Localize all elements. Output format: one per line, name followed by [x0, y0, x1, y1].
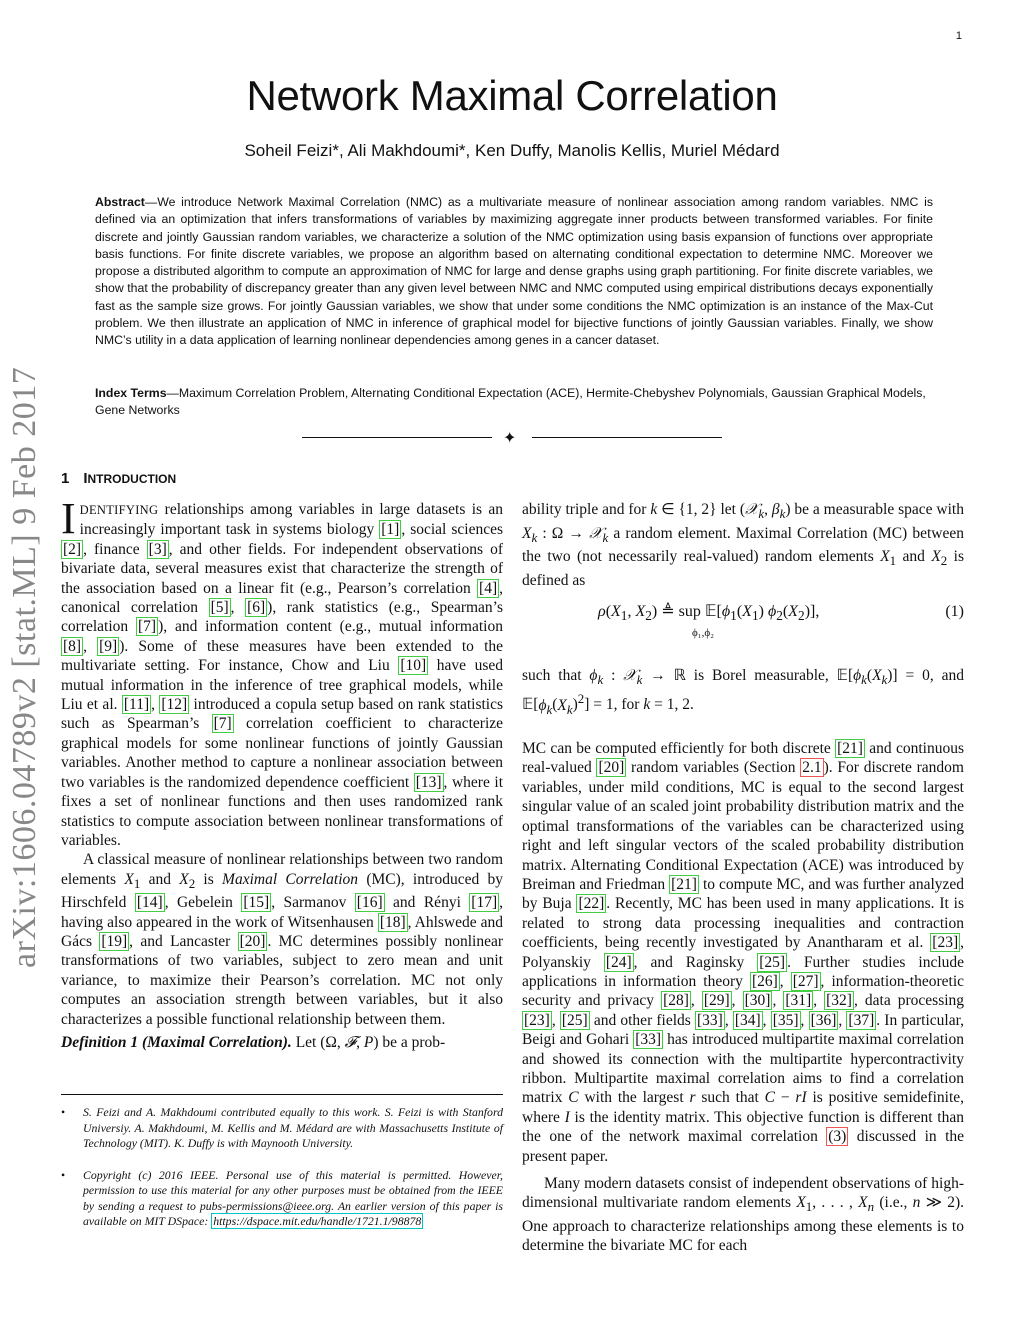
divider-line-left [302, 437, 492, 438]
citation-link[interactable]: [16] [356, 894, 383, 912]
footnote-bullet: • [61, 1167, 66, 1182]
citation-link[interactable]: [36] [810, 1011, 837, 1029]
footnotes [61, 1094, 503, 1246]
citation-link[interactable]: [25] [561, 1011, 588, 1029]
citation-link[interactable]: [35] [772, 1011, 799, 1029]
abstract-label: Abstract [95, 195, 145, 209]
equation-1-body: $\rho(X_1$, $X_2$) ≜ sup $𝔼[\phi_1(X_1)$ $\phi_2(X_2)$], [598, 602, 820, 624]
page-number: 1 [955, 30, 962, 42]
citation-link[interactable]: 2.1 [802, 759, 822, 777]
citation-link[interactable]: [12] [161, 696, 188, 714]
citation-link[interactable]: [13] [415, 773, 442, 791]
citation-link[interactable]: [27] [792, 972, 819, 990]
citation-link[interactable]: [8] [63, 637, 82, 655]
citation-link[interactable]: [19] [101, 933, 128, 951]
section-divider [300, 428, 724, 448]
definition-title: Definition 1 (Maximal Correlation). [61, 1034, 292, 1052]
footnote-2 [61, 1168, 503, 1230]
citation-link[interactable]: [33] [696, 1011, 723, 1029]
index-terms [95, 385, 933, 420]
citation-link[interactable]: [22] [578, 895, 605, 913]
citation-link[interactable]: [17] [471, 894, 498, 912]
citation-link[interactable]: [23] [932, 934, 959, 952]
abstract [95, 194, 933, 350]
footnote-1-text: S. Feizi and A. Makhdoumi contributed equally to this work. S. Feizi is with Stanford Universiy. A. Makhdoumi, M. Kellis and M. Médard are with Massachusetts Institute of Technology (MIT). K. Duffy is with Maynooth University. [83, 1105, 503, 1150]
citation-link[interactable]: [30] [744, 992, 771, 1010]
citation-link[interactable]: [33] [635, 1031, 662, 1049]
mc-paragraph: MC can be computed efficiently for both discrete [21] and continuous real-valued [20] random variables (Section 2.1 ). For discrete random variables, under mild conditions, MC is equal to the second largest singular value of an scaled joint probability distribution matrix and the optimal transformations of the variables can be characterized using right and left singular vectors of the scaled probability distribution matrix. Alternating Conditional Expectation (ACE) was introduced by Breiman and Friedman [21] to compute MC, and was further analyzed by Buja [22] . Recently, MC has been used in many applications. It is related to strong data processing inequalities and contraction coefficients, being recently investigated by Anantharam et al. [23] , Polyanskiy [24] , and Raginsky [25] . Further studies include applications in information theory [26] , [27] , information-theoretic security and privacy [28] , [29] , [30] , [31] , [32] , data processing [23] , [25] and other fields [33] , [34] , [35] , [36] , [37] . In particular, Beigi and Gohari [33] has introduced multipartite maximal correlation and showed its connection with the multipartite hypercontractivity ribbon. Multipartite maximal correlation aims to find a correlation matrix C with the largest r such that C − rI is positive semidefinite, where I is the identity matrix. This objective function is different than the one of the network maximal correlation (3) discussed in the present paper. [522, 740, 965, 1165]
citation-link[interactable]: [20] [598, 759, 625, 777]
constraint-paragraph: such that $\phi_k$ : 𝒳$_k$ → ℝ is Borel measurable, $𝔼[\phi_k(X_k)] = 0$, and $𝔼[\phi_k(X_k)^2] = 1$, for k = 1, 2. [522, 666, 964, 717]
abstract-text: —We introduce Network Maximal Correlation (NMC) as a multivariate measure of nonlinear association among random variables. NMC is defined via an optimization that infers transformations of variables by maximizing aggregate inner products between transformed variables. For finite discrete and jointly Gaussian random variables, we characterize a solution of the NMC optimization using basis expansion of functions over appropriate basis functions. For finite discrete variables, we propose an algorithm based on alternating conditional expectation to determine NMC. Moreover we propose a distributed algorithm to compute an approximation of NMC for large and dense graphs using graph partitioning. For finite discrete variables, we show that the probability of discrepancy greater than any given level between NMC and NMC computed using empirical distributions decays exponentially fast as the sample size grows. For jointly Gaussian variables, we show that under some conditions the NMC optimization is an instance of the Max-Cut problem. We then illustrate an application of NMC in inference of graphical model for bijective functions of jointly Gaussian variables. Finally, we show NMC’s utility in a data application of learning nonlinear dependencies among genes in a cancer dataset. [95, 195, 933, 348]
citation-link[interactable]: [4] [479, 579, 498, 597]
citation-link[interactable]: [11] [123, 696, 150, 714]
citation-link[interactable]: [28] [663, 992, 689, 1010]
citation-link[interactable]: [23] [524, 1011, 550, 1029]
section-heading [61, 470, 176, 487]
definition-text: Let (Ω, 𝓕, P) be a prob- [291, 1034, 446, 1052]
intro-paragraph-1 [61, 494, 504, 850]
citation-link[interactable]: [21] [671, 875, 697, 893]
paper-title: Network Maximal Correlation [246, 72, 778, 119]
citation-link[interactable]: [31] [785, 992, 812, 1010]
citation-link[interactable]: [14] [136, 894, 163, 912]
citation-link[interactable]: [15] [243, 894, 270, 912]
first-word: DENTIFYING [79, 503, 159, 517]
citation-link[interactable]: [32] [826, 992, 852, 1010]
definition-1 [61, 1033, 503, 1052]
citation-link[interactable]: [18] [379, 913, 406, 931]
citation-link[interactable]: [2] [63, 540, 82, 558]
multivariate-paragraph: Many modern datasets consist of independent observations of high-dimensional multivariate random elements $X_1$, . . . , $X_n$ (i.e., n ≫ 2). One approach to characterize relationships among these elements is to determine the bivariate MC for each [522, 1175, 965, 1255]
intro-paragraph-2: A classical measure of nonlinear relationships between two random elements $X_1$ and $X_2$ is Maximal Correlation (MC), introduced by Hirschfeld [14] , Gebelein [15] , Sarmanov [16] and Rényi [17] , having also appeared in the work of Witsenhausen [18] , Ahlswede and Gács [19] , and Lancaster [20] . MC determines possibly nonlinear transformations of two variables, subject to zero mean and unit variance, to maximize their Pearson’s correlation. MC not only computes an association strength between variables, but it also characterizes a possible functional relationship between them. [61, 851, 504, 1028]
citation-link[interactable]: [25] [759, 953, 786, 971]
citation-link[interactable]: [10] [400, 657, 427, 675]
dspace-link[interactable]: https://dspace.mit.edu/handle/1721.1/98878 [213, 1214, 422, 1228]
citation-link[interactable]: [37] [848, 1011, 875, 1029]
citation-link[interactable]: [3] [148, 540, 167, 558]
citation-link[interactable]: [9] [99, 637, 118, 655]
citation-link[interactable]: [21] [837, 740, 863, 758]
definition-continued: ability triple and for k ∈ {1, 2} let (𝒳$_k$, $\beta_k$) be a measurable space with $X_k$ : Ω → 𝒳$_k$ a random element. Maximal Correlation (MC) between the two (not necessarily real-valued) random elements $X_1$ and $X_2$ is defined as [522, 501, 964, 589]
equation-1-number: (1) [945, 602, 964, 620]
left-column [61, 494, 504, 1052]
right-column [522, 500, 964, 1256]
citation-link[interactable]: [1] [381, 521, 400, 539]
citation-link[interactable]: [7] [213, 715, 232, 733]
citation-link[interactable]: [24] [605, 953, 632, 971]
citation-link[interactable]: [34] [734, 1011, 761, 1029]
arxiv-stamp: arXiv:1606.04789v2 [stat.ML] 9 Feb 2017 [6, 366, 43, 968]
divider-diamond-icon: ✦ [503, 428, 517, 447]
divider-line-right [532, 437, 722, 438]
index-terms-label: Index Terms [95, 386, 167, 400]
citation-link[interactable]: (3) [828, 1128, 847, 1146]
section-number: 1 [61, 470, 70, 487]
citation-link[interactable]: [20] [239, 933, 266, 951]
section-title-rest: NTRODUCTION [87, 472, 177, 486]
intro-paragraph-1-text: relationships among variables in large datasets is an increasingly important task in systems biology [1] , social sciences [2] , finance [3] , and other fields. For independent observations of bivariate data, several measures exist that characterize the strength of the association based on a linear fit (e.g., Pearson’s correlation [4] , canonical correlation [5] , [6] ), rank statistics (e.g., Spearman’s correlation [7] ), and information content (e.g., mutual information [8] , [9] ). Some of these measures have been extended to the multivariate setting. For instance, Chow and Liu [10] have used mutual information in the inference of tree graphical models, while Liu et al. [11] , [12] introduced a copula setup based on rank statistics such as Spearman’s [7] correlation coefficient to characterize graphical models for some nonlinear functions of jointly Gaussian variables. Another method to capture a nonlinear association between two variables is the randomized dependence coefficient [13] , where it fixes a set of nonlinear functions and then uses randomized rank statistics to compute association between nonlinear transformations of variables. [61, 501, 504, 849]
equation-1 [522, 602, 964, 652]
citation-link[interactable]: [6] [247, 599, 266, 617]
footnote-2-text: Copyright (c) 2016 IEEE. Personal use of this material is permitted. However, permission to use this material for any other purposes must be obtained from the IEEE by sending a request to pubs-permissions@ieee.org. An earlier version of this paper is available on MIT DSpace: [83, 1167, 503, 1228]
index-terms-text: —Maximum Correlation Problem, Alternating Conditional Expectation (ACE), Hermite-Chebyshev Polynomials, Gaussian Graphical Models, Gene Networks [95, 386, 926, 418]
author-list: Soheil Feizi*, Ali Makhdoumi*, Ken Duffy, Manolis Kellis, Muriel Médard [244, 141, 780, 160]
section-title-initial: I [83, 470, 88, 487]
footnote-bullet: • [61, 1105, 66, 1119]
citation-link[interactable]: [29] [703, 992, 730, 1010]
citation-link[interactable]: [26] [751, 972, 778, 990]
citation-link[interactable]: [5] [210, 599, 229, 617]
citation-link[interactable]: [7] [137, 618, 157, 636]
drop-cap: I [61, 494, 76, 543]
footnote-1 [61, 1105, 503, 1152]
equation-1-subscript: ϕ₁,ϕ₂ [692, 626, 714, 639]
